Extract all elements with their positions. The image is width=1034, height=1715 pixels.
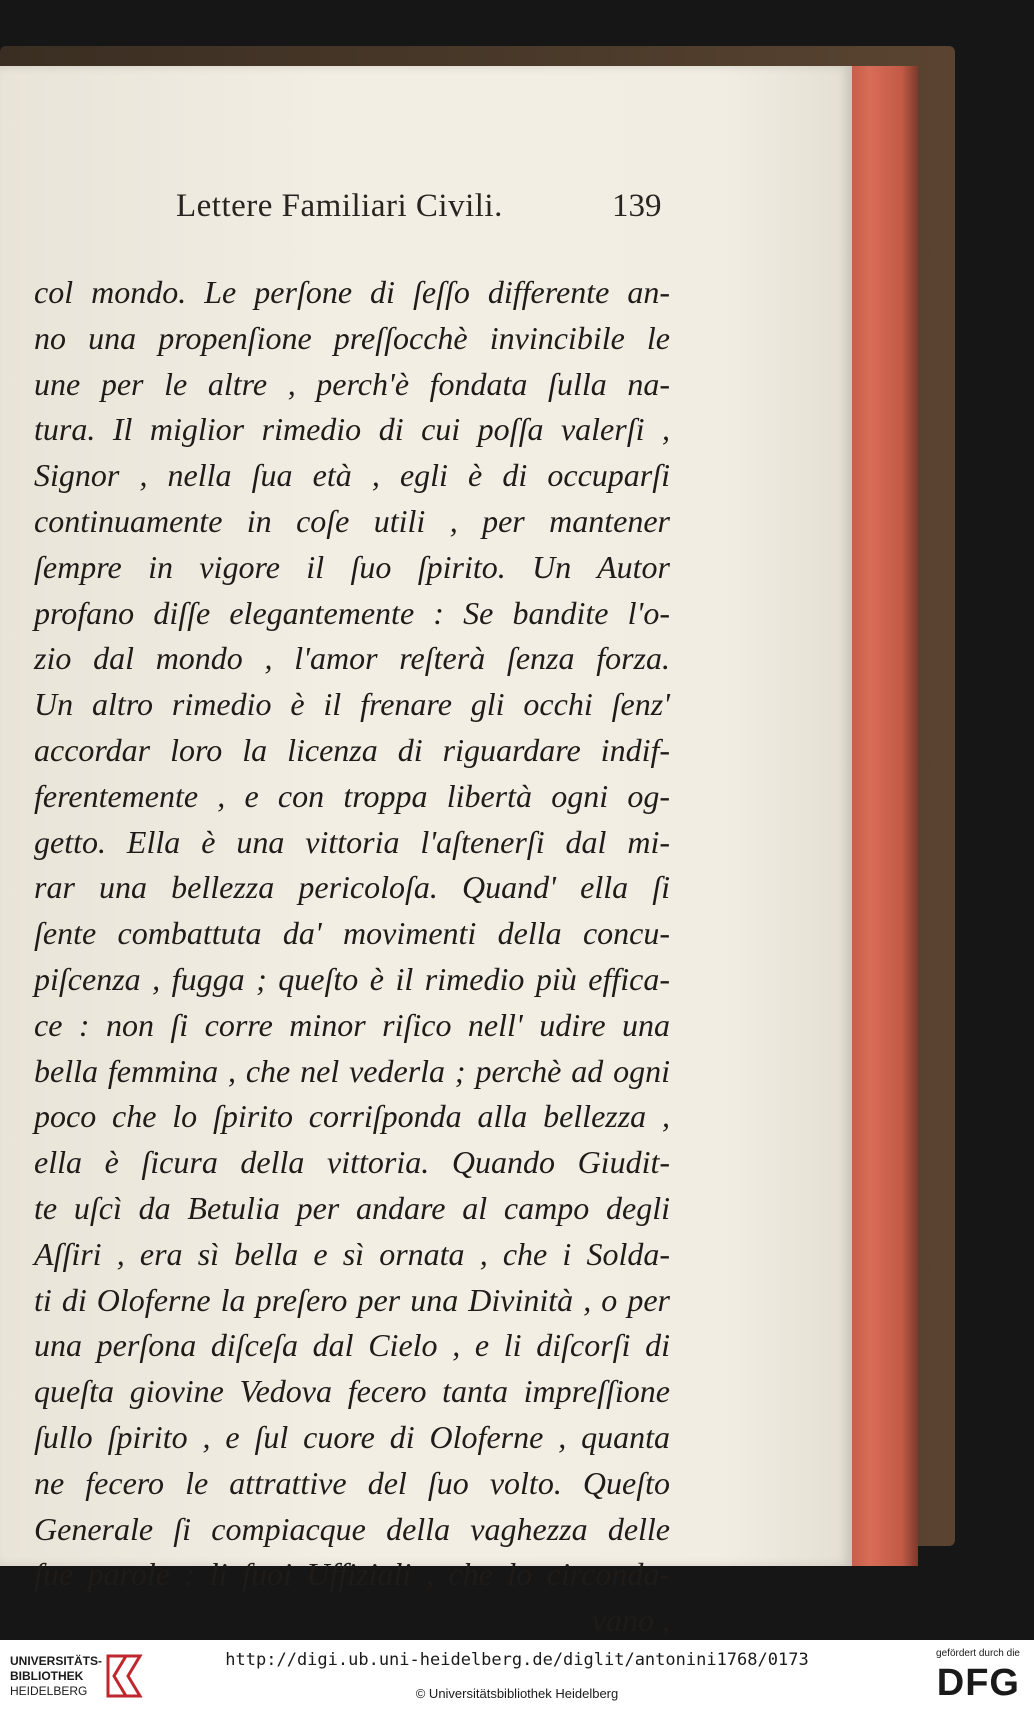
text-line: ſente combattuta da' movimenti della concu- [34,915,670,952]
text-line: poco che lo ſpirito corriſponda alla bellezza , [34,1098,670,1135]
text-line: Aſſiri , era sì bella e sì ornata , che i Solda- [34,1235,670,1272]
text-line: ſempre in vigore il ſuo ſpirito. Un Autor [34,548,670,585]
logo-line: UNIVERSITÄTS- [10,1654,103,1668]
text-line: no una propenſione preſſocchè invincibile le [34,319,670,356]
text-line: queſta giovine Vedova fecero tanta impreſſione [34,1373,670,1410]
text-line: bella femmina , che nel vederla ; perchè ad ogni [34,1052,670,1089]
text-line: una perſona diſceſa dal Cielo , e li diſcorſi di [34,1327,670,1364]
logo-line: BIBLIOTHEK [10,1669,84,1683]
text-line: ſullo ſpirito , e ſul cuore di Oloferne , quanta [34,1418,670,1455]
text-line: col mondo. Le perſone di ſeſſo differente an- [34,274,670,310]
page-number: 139 [612,188,662,224]
text-line: ella è ſicura della vittoria. Quando Giudit- [34,1144,670,1181]
text-line: accordar loro la licenza di riguardare indif- [34,731,670,768]
text-line: ſue parole : li ſuoi Uffiziali , che lo circonda- [34,1556,670,1593]
text-line: tura. Il miglior rimedio di cui poſſa valerſi , [34,411,670,448]
logo-line: HEIDELBERG [10,1684,88,1698]
text-line: rar una bellezza pericoloſa. Quand' ella ſi [34,869,670,906]
text-line: continuamente in coſe utili , per mantener [34,502,670,539]
body-text [34,270,670,1640]
text-line: ti di Oloferne la preſero per una Divinità , o per [34,1281,670,1318]
copyright-text: © Universitätsbibliothek Heidelberg [415,1686,619,1701]
text-line: Un altro rimedio è il frenare gli occhi ſenz' [34,686,670,723]
text-line: te uſcì da Betulia per andare al campo degli [34,1189,670,1226]
permalink-url[interactable]: http://digi.ub.uni-heidelberg.de/diglit/antonini1768/0173 [225,1650,809,1670]
catchword: vano , [591,1602,670,1639]
text-line: ne fecero le attrattive del ſuo volto. Queſto [34,1464,670,1501]
funder-label: gefördert durch die [936,1648,1020,1659]
text-line: Generale ſi compiacque della vaghezza delle [34,1510,670,1547]
text-line: zio dal mondo , l'amor reſterà ſenza forza. [34,640,670,677]
text-line: ferentemente , e con troppa libertà ogni og- [34,777,670,814]
text-line: profano diſſe elegantemente : Se bandite l'o- [34,594,670,631]
footer-bar [0,1640,1034,1715]
text-line: piſcenza , fugga ; queſto è il rimedio più effica- [34,960,670,997]
text-line: une per le altre , perch'è fondata ſulla na- [34,365,670,402]
text-line: getto. Ella è una vittoria l'aſtenerſi dal mi- [34,823,670,860]
dfg-logo[interactable]: DFG [936,1662,1020,1704]
text-line: ce : non ſi corre minor riſico nell' udire una [34,1006,670,1043]
running-head: Lettere Familiari Civili. [176,188,503,224]
text-line: Signor , nella ſua età , egli è di occuparſi [34,457,670,494]
